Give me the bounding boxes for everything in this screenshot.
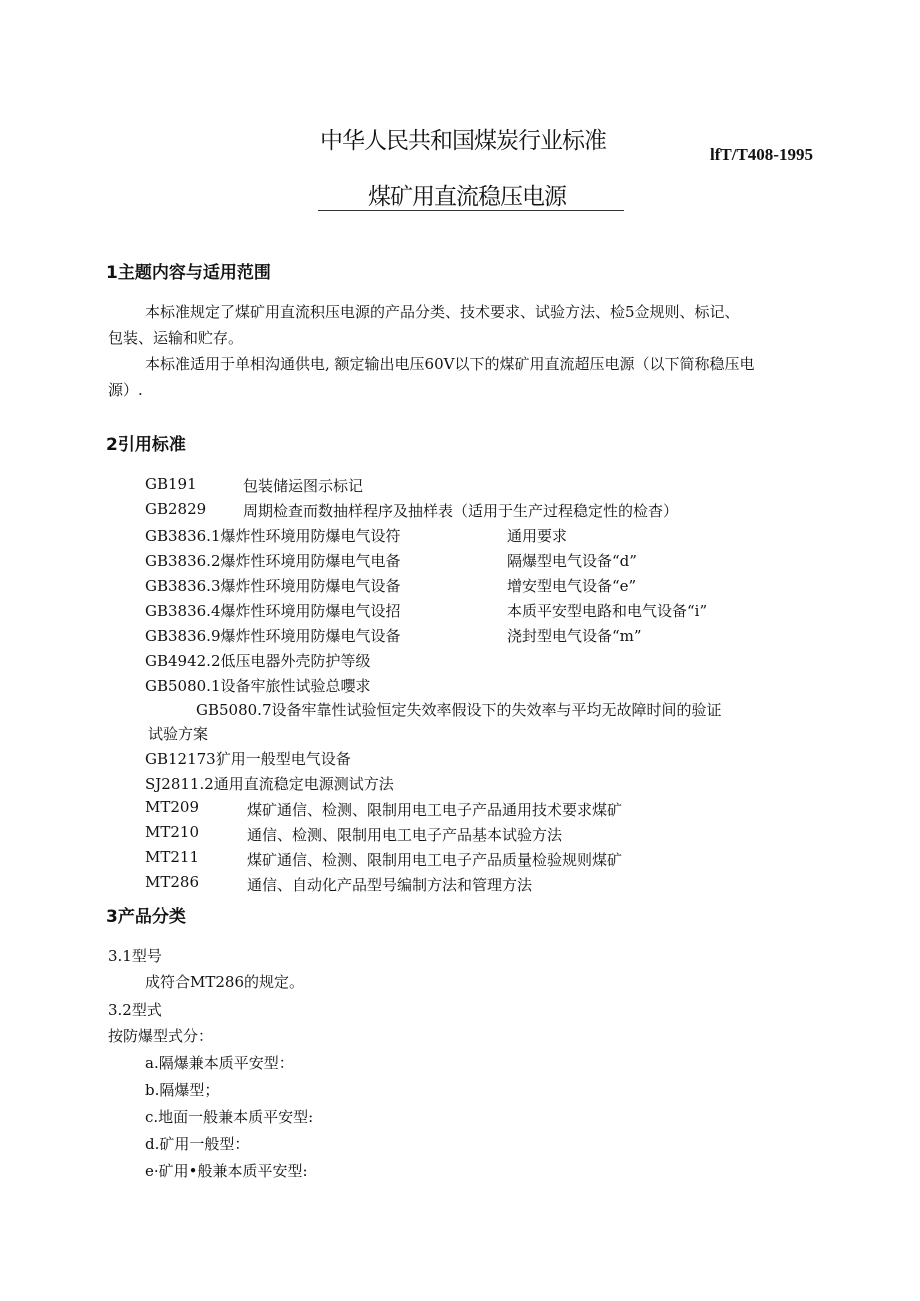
- ref-title: 浇封型电气设备“m”: [507, 627, 642, 645]
- ref-title: 通信、自动化产品型号编制方法和管理方法: [247, 876, 533, 894]
- ref-title: 煤矿通信、检测、限制用电工电子产品质量检验规则煤矿: [247, 851, 623, 869]
- standard-code: lfT/T408-1995: [710, 145, 813, 164]
- ref-entry: GB5080.7设备牢靠性试验恒定失效率假设下的失效率与平均无故障时间的验证: [196, 701, 722, 719]
- ref-title: 煤矿通信、检测、限制用电工电子产品通用技术要求煤矿: [247, 801, 623, 819]
- ref-entry: GB5080.1设备牢旅性试验总嚶求: [145, 677, 371, 695]
- ref-title: 周期检查而数抽样程序及抽样表（适用于生产过程稳定性的检杳）: [243, 502, 679, 520]
- section-2-heading: 2引用标准: [106, 435, 186, 455]
- subsection-3-2-intro: 按防爆型式分：: [108, 1027, 214, 1045]
- section-1-paragraph-1b: 包装、运输和贮存。: [108, 329, 244, 347]
- ref-title: 通用要求: [507, 527, 568, 545]
- ref-entry: GB4942.2低压电器外壳防护等级: [145, 652, 371, 670]
- ref-code: GB191: [145, 475, 197, 493]
- ref-entry: SJ2811.2通用直流稳定电源测试方法: [145, 775, 394, 793]
- ref-code: GB3836.2爆炸性环境用防爆电气电备: [145, 552, 401, 570]
- ref-title: 包装储运图示标记: [243, 477, 364, 495]
- section-1-paragraph-1a: 本标准规定了煤矿用直流积压电源的产品分类、技术要求、试验方法、检5佥规则、标记、: [145, 303, 740, 321]
- ref-title: 增安型电气设备“e”: [507, 577, 637, 595]
- title-divider: [318, 210, 624, 211]
- subsection-3-2-heading: 3.2型式: [108, 1001, 162, 1019]
- ref-title: 本质平安型电路和电气设备“i”: [507, 602, 708, 620]
- ref-code: GB2829: [145, 500, 207, 518]
- list-item: e·矿用•般兼本质平安型:: [145, 1162, 308, 1180]
- list-item: c.地面一般兼本质平安型:: [145, 1108, 314, 1126]
- list-item: b.隔爆型；: [145, 1081, 220, 1099]
- ref-code: MT286: [145, 873, 199, 891]
- ref-code: GB3836.9爆炸性环境用防爆电气设备: [145, 627, 401, 645]
- list-item: d.矿用一般型：: [145, 1135, 250, 1153]
- list-item: a.隔爆兼本质平安型：: [145, 1054, 294, 1072]
- ref-title: 隔爆型电气设备“d”: [507, 552, 637, 570]
- ref-entry-continued: 试验方案: [148, 725, 209, 743]
- page-title: 中华人民共和国煤炭行业标准: [320, 128, 606, 154]
- ref-code: MT209: [145, 798, 199, 816]
- section-3-heading: 3产品分类: [106, 907, 186, 927]
- ref-entry: GB12173犷用一般型电气设备: [145, 750, 351, 768]
- ref-code: GB3836.3爆炸性环境用防爆电气设备: [145, 577, 401, 595]
- section-1-paragraph-2b: 源）.: [108, 381, 143, 399]
- section-1-heading: 1主题内容与适用范围: [106, 263, 271, 283]
- ref-code: GB3836.1爆炸性环境用防爆电气设符: [145, 527, 401, 545]
- subsection-3-1-text: 成符合MT286的规定。: [145, 973, 304, 991]
- section-1-paragraph-2a: 本标准适用于单相沟通供电, 额定输出电压60V以下的煤矿用直流超压电源（以下简称稳压电: [145, 355, 755, 373]
- ref-code: MT211: [145, 848, 199, 866]
- ref-code: MT210: [145, 823, 199, 841]
- subsection-3-1-heading: 3.1型号: [108, 947, 162, 965]
- ref-code: GB3836.4爆炸性环境用防爆电气设招: [145, 602, 401, 620]
- document-subtitle: 煤矿用直流稳压电源: [368, 184, 566, 210]
- ref-title: 通信、检测、限制用电工电子产品基本试验方法: [247, 826, 563, 844]
